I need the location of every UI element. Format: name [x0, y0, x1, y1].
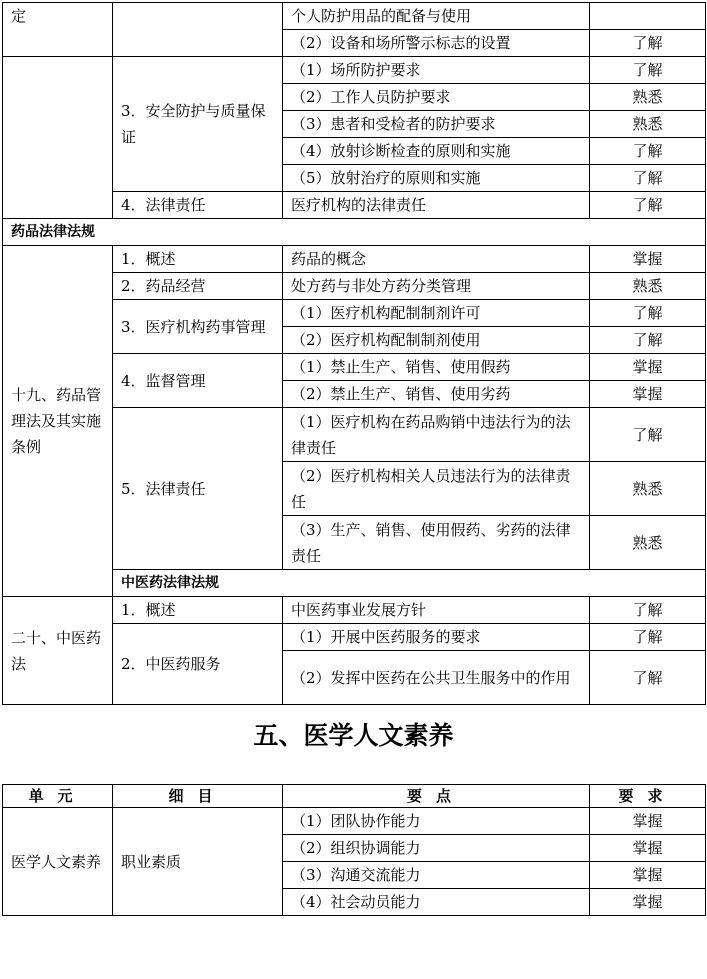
point-cell: （2）禁止生产、销售、使用劣药	[283, 381, 590, 408]
subject-cell: 5．法律责任	[113, 408, 283, 570]
point-cell: （1）禁止生产、销售、使用假药	[283, 354, 590, 381]
section-title: 中医药法律法规	[113, 570, 706, 597]
point-cell: 医疗机构的法律责任	[283, 192, 590, 219]
requirement-cell: 了解	[590, 624, 706, 651]
section-title: 药品法律法规	[3, 219, 706, 246]
requirement-cell: 熟悉	[590, 516, 706, 570]
requirement-cell: 掌握	[590, 808, 706, 835]
requirement-cell: 了解	[590, 165, 706, 192]
point-cell: （3）患者和受检者的防护要求	[283, 111, 590, 138]
table-row	[3, 597, 706, 624]
point-cell: 处方药与非处方药分类管理	[283, 273, 590, 300]
point-cell: （1）开展中医药服务的要求	[283, 624, 590, 651]
requirement-cell: 了解	[590, 327, 706, 354]
requirement-cell: 了解	[590, 57, 706, 84]
table-row	[3, 57, 706, 84]
requirement-cell	[590, 3, 706, 30]
subject-cell: 职业素质	[113, 808, 283, 916]
requirement-cell: 了解	[590, 138, 706, 165]
point-cell: （3）生产、销售、使用假药、劣药的法律责任	[283, 516, 590, 570]
point-cell: （1）医疗机构在药品购销中违法行为的法律责任	[283, 408, 590, 462]
requirement-cell: 了解	[590, 408, 706, 462]
requirement-cell: 掌握	[590, 354, 706, 381]
requirement-cell: 了解	[590, 651, 706, 705]
point-cell: （2）发挥中医药在公共卫生服务中的作用	[283, 651, 590, 705]
table-row	[3, 246, 706, 273]
point-cell: （2）医疗机构配制制剂使用	[283, 327, 590, 354]
point-cell: （2）工作人员防护要求	[283, 84, 590, 111]
column-header-subject: 细目	[113, 785, 283, 808]
point-cell: （1）医疗机构配制制剂许可	[283, 300, 590, 327]
point-cell: 药品的概念	[283, 246, 590, 273]
point-cell: （2）医疗机构相关人员违法行为的法律责任	[283, 462, 590, 516]
section-heading: 五、医学人文素养	[253, 721, 454, 750]
point-cell: （2）设备和场所警示标志的设置	[283, 30, 590, 57]
point-cell: （2）组织协调能力	[283, 835, 590, 862]
column-header-point: 要点	[283, 785, 590, 808]
subject-cell: 2．药品经营	[113, 273, 283, 300]
subject-cell-empty	[113, 3, 283, 57]
table-row	[3, 808, 706, 835]
requirement-cell: 掌握	[590, 381, 706, 408]
unit-cell-tcm-law: 二十、中医药法	[3, 597, 113, 705]
requirement-cell: 了解	[590, 30, 706, 57]
requirement-cell: 掌握	[590, 246, 706, 273]
requirement-cell: 掌握	[590, 835, 706, 862]
table-row	[3, 3, 706, 30]
requirement-cell: 了解	[590, 192, 706, 219]
point-cell: （4）社会动员能力	[283, 889, 590, 916]
requirement-cell: 了解	[590, 300, 706, 327]
requirement-cell: 熟悉	[590, 273, 706, 300]
column-header-requirement: 要求	[590, 785, 706, 808]
point-cell: 中医药事业发展方针	[283, 597, 590, 624]
point-cell: （5）放射治疗的原则和实施	[283, 165, 590, 192]
requirement-cell: 了解	[590, 597, 706, 624]
requirement-cell: 掌握	[590, 862, 706, 889]
requirement-cell: 掌握	[590, 889, 706, 916]
point-cell: （4）放射诊断检查的原则和实施	[283, 138, 590, 165]
point-cell: （1）场所防护要求	[283, 57, 590, 84]
subject-cell: 3．医疗机构药事管理	[113, 300, 283, 354]
point-cell: （3）沟通交流能力	[283, 862, 590, 889]
outline-table-law	[2, 2, 706, 705]
unit-cell-continued: 定	[3, 3, 113, 57]
header-row	[3, 785, 706, 808]
unit-cell-empty	[3, 57, 113, 219]
subject-cell: 2．中医药服务	[113, 624, 283, 705]
unit-cell-humanities: 医学人文素养	[3, 808, 113, 916]
point-cell: 个人防护用品的配备与使用	[283, 3, 590, 30]
subject-cell-safety: 3．安全防护与质量保证	[113, 57, 283, 192]
requirement-cell: 熟悉	[590, 84, 706, 111]
point-cell: （1）团队协作能力	[283, 808, 590, 835]
requirement-cell: 熟悉	[590, 111, 706, 138]
subject-cell: 4．监督管理	[113, 354, 283, 408]
subject-cell-liability: 4．法律责任	[113, 192, 283, 219]
outline-table-humanities	[2, 784, 706, 916]
subject-cell: 1．概述	[113, 246, 283, 273]
subject-cell: 1．概述	[113, 597, 283, 624]
column-header-unit: 单元	[3, 785, 113, 808]
section-row-drug-law	[3, 219, 706, 246]
requirement-cell: 熟悉	[590, 462, 706, 516]
unit-cell-drug-law: 十九、药品管理法及其实施条例	[3, 246, 113, 597]
